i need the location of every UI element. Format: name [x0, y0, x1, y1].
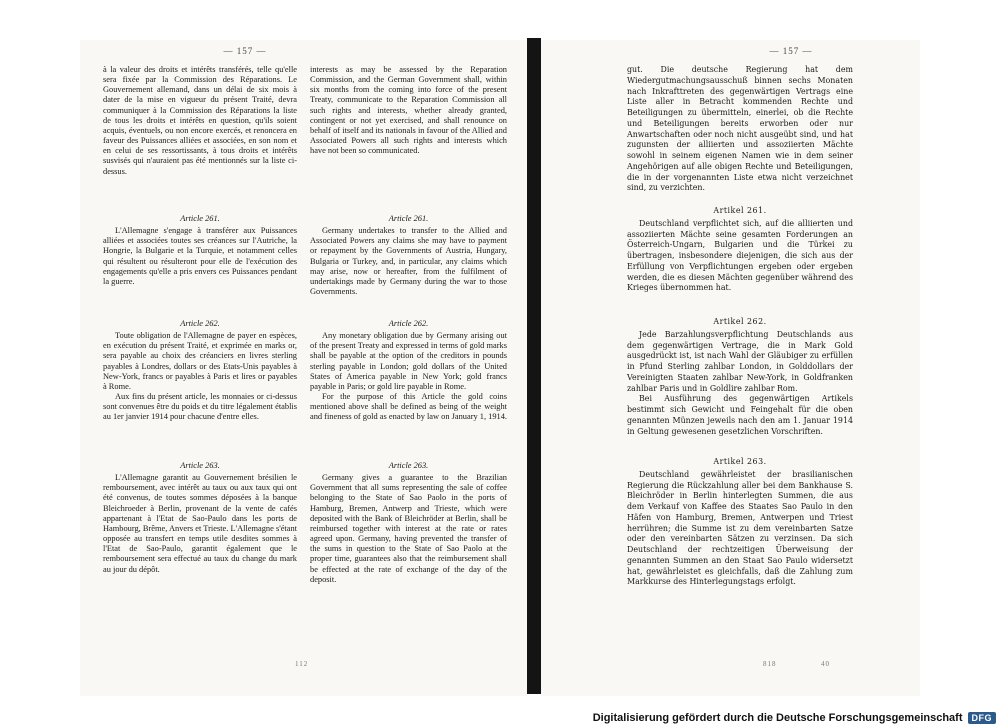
- paragraph: Jede Barzahlungsverpflichtung Deutschlands aus dem gegenwärtigen Vertrage, die in Mark Gold ausgedrückt ist, ist nach Wahl der Gläubiger zu erfüllen in Pfund Sterling zahlbar London, in Golddollars der Vereinigten Staaten zahlbar New-York, in Goldfranken zahlbar Paris und in Goldlire zahlbar Rom.: [627, 329, 853, 393]
- footer-number-right: 40: [821, 660, 830, 668]
- paragraph: gut. Die deutsche Regierung hat dem Wiedergutmachungsausschuß binnen sechs Monaten nach Inkrafttreten des gegenwärtigen Vertrags eine Liste aller in Betracht kommenden Rechte und Beteiligungen zu übermitteln, einerlei, ob die Rechte und Beteiligungen bereits erworben oder nur Anwartschaften oder noch nicht ausgeübt sind, und hat zugunsten der alliierten und assoziierten Mächte sowohl in seinem eigenen Namen wie in dem seiner Angehörigen auf alle obigen Rechte und Beteiligungen, die in der vorgenannten Liste etwa nicht verzeichnet sind, zu verzichten.: [627, 65, 853, 193]
- article-title: Article 261.: [388, 214, 429, 223]
- paragraph: Toute obligation de l'Allemagne de payer en espèces, en exécution du présent Traité, et exprimée en marks or, sera payable au choix des créanciers en livres sterling payables à Londres, dollars or des Etats-Unis payables à New-York, francs or payables à Paris et lires or payables à Rome.: [103, 331, 297, 391]
- english-article-261: [310, 214, 507, 297]
- article-title: Artikel 261.: [713, 206, 767, 215]
- page-number: — 157 —: [769, 46, 813, 56]
- german-intro: [627, 65, 853, 194]
- english-article-262: [310, 319, 507, 423]
- german-article-263: [627, 457, 853, 588]
- footer-number: 112: [295, 660, 309, 668]
- article-title: Article 263.: [180, 461, 220, 470]
- footer-number-left: 818: [763, 660, 777, 668]
- french-article-262: [103, 319, 297, 423]
- paragraph: Aux fins du présent article, les monnaies or ci-dessus sont convenues être du poids et du titre légalement établis au 1er janvier 1914 pour chacune d'entre elles.: [103, 392, 297, 422]
- english-intro: [310, 65, 507, 156]
- article-title: Article 262.: [180, 319, 220, 328]
- article-title: Article 263.: [388, 461, 429, 470]
- french-intro: [103, 65, 297, 177]
- right-page: [541, 40, 920, 696]
- book-gutter: [527, 38, 541, 694]
- german-article-261: [627, 206, 853, 294]
- paragraph: Deutschland verpflichtet sich, auf die alliierten und assoziierten Mächte seine gesamten Forderungen an Österreich-Ungarn, Bulgarien und die Türkei zu übertragen, insbesondere diejenigen, die sich aus der Erfüllung von Verpflichtungen ergeben oder ergeben werden, die es diesen Mächten gegenüber während des Krieges übernommen hat.: [627, 218, 853, 293]
- english-article-263: [310, 461, 507, 585]
- french-article-261: [103, 214, 297, 287]
- paragraph: Deutschland gewährleistet der brasilianischen Regierung die Rückzahlung aller bei dem Bankhause S. Bleichröder in Berlin hinterlegten Summen, die aus dem Verkauf von Kaffee des Staates Sao Paulo in den Häfen von Hamburg, Bremen, Antwerpen und Triest herrühren; die Summe ist zu dem vereinbarten Satze oder den vereinbarten Sätzen zu verzinsen. Da sich Deutschland der rechtzeitigen Überweisung der genannten Summen an den Staat Sao Paulo widersetzt hat, gewährleistet es gleichfalls, daß die Zahlung zum Markkurse des Hinterlegungstags erfolgt.: [627, 469, 853, 587]
- paragraph: Germany undertakes to transfer to the Allied and Associated Powers any claims she may have to payment or repayment by the Governments of Austria, Hungary, Bulgaria or Turkey, and, in particular, any claims which may arise, now or hereafter, from the fulfilment of undertakings made by Germany during the war to those Governments.: [310, 226, 507, 297]
- paragraph: L'Allemagne s'engage à transférer aux Puissances alliées et associées toutes ses créances sur l'Autriche, la Hongrie, la Bulgarie et la Turquie, et notamment celles qui résultent ou résulteront pour elle de l'exécution des engagements qu'elle a pris envers ces Puissances pendant la guerre.: [103, 226, 297, 286]
- article-title: Article 262.: [388, 319, 429, 328]
- dfg-logo-icon: DFG: [968, 712, 997, 724]
- article-title: Article 261.: [180, 214, 220, 223]
- paragraph: For the purpose of this Article the gold coins mentioned above shall be defined as being of the weight and fineness of gold as enacted by law on January 1, 1914.: [310, 392, 507, 422]
- paragraph: interests as may be assessed by the Reparation Commission, and the German Government shall, within six months from the coming into force of the present Treaty, communicate to the Reparation Commission all such rights and interests, whether already granted, contingent or not yet exercised, and shall renounce on behalf of itself and its nationals in favour of the Allied and Associated Powers all such rights and interests which have not been so communicated.: [310, 65, 507, 156]
- article-title: Artikel 262.: [713, 317, 767, 326]
- paragraph: Germany gives a guarantee to the Brazilian Government that all sums representing the sale of coffee belonging to the State of Sao Paolo in the ports of Hamburg, Bremen, Antwerp and Trieste, which were deposited with the Bank of Bleichröder at Berlin, shall be reimbursed together with interest at the rate or rates agreed upon. Germany, having prevented the transfer of the sums in question to the State of Sao Paolo at the proper time, guarantees also that the reimbursement shall be effected at the rate of exchange of the day of the deposit.: [310, 473, 507, 584]
- funding-banner: [580, 708, 1000, 727]
- paragraph: à la valeur des droits et intérêts transférés, telle qu'elle sera fixée par la Commission des Réparations. Le Gouvernement allemand, dans un délai de six mois à dater de la mise en vigueur du présent Traité, devra communiquer à la Commission des Réparations la liste de tous les droits et intérêts en question, qu'ils soient acquis, éventuels, ou non encore exercés, et renoncera en faveur des Puissances alliées et associées, en son nom et en celui de ses ressortissants, à tous droits et intérêts susvisés qui n'auraient pas été mentionnés sur la liste ci-dessus.: [103, 65, 297, 176]
- german-article-262: [627, 317, 853, 437]
- paragraph: L'Allemagne garantit au Gouvernement brésilien le remboursement, avec intérêt au taux ou aux taux qui ont été convenus, de toutes sommes déposées à la banque Bleichroeder à Berlin, provenant de la vente de cafés appartenant à l'Etat de Sao-Paulo dans les ports de Hambourg, Brême, Anvers et Trieste. L'Allemagne s'étant opposée au transfert en temps utile desdites sommes à l'Etat de Sao-Paulo, garantit également que le remboursement sera effectué au taux du change du mark au jour du dépôt.: [103, 473, 297, 574]
- french-article-263: [103, 461, 297, 575]
- banner-text: Digitalisierung gefördert durch die Deutsche Forschungsgemeinschaft: [592, 711, 963, 724]
- left-page: [80, 40, 527, 696]
- paragraph: Bei Ausführung des gegenwärtigen Artikels bestimmt sich Gewicht und Feingehalt für die oben genannten Münzen jeweils nach den am 1. Januar 1914 in Geltung gewesenen gesetzlichen Vorschriften.: [627, 394, 853, 436]
- page-number: — 157 —: [223, 46, 267, 56]
- article-title: Artikel 263.: [713, 457, 767, 466]
- paragraph: Any monetary obligation due by Germany arising out of the present Treaty and expressed in terms of gold marks shall be payable at the option of the creditors in pounds sterling payable in London; gold dollars of the United States of America payable in New York; gold francs payable in Paris; or gold lire payable in Rome.: [310, 331, 507, 391]
